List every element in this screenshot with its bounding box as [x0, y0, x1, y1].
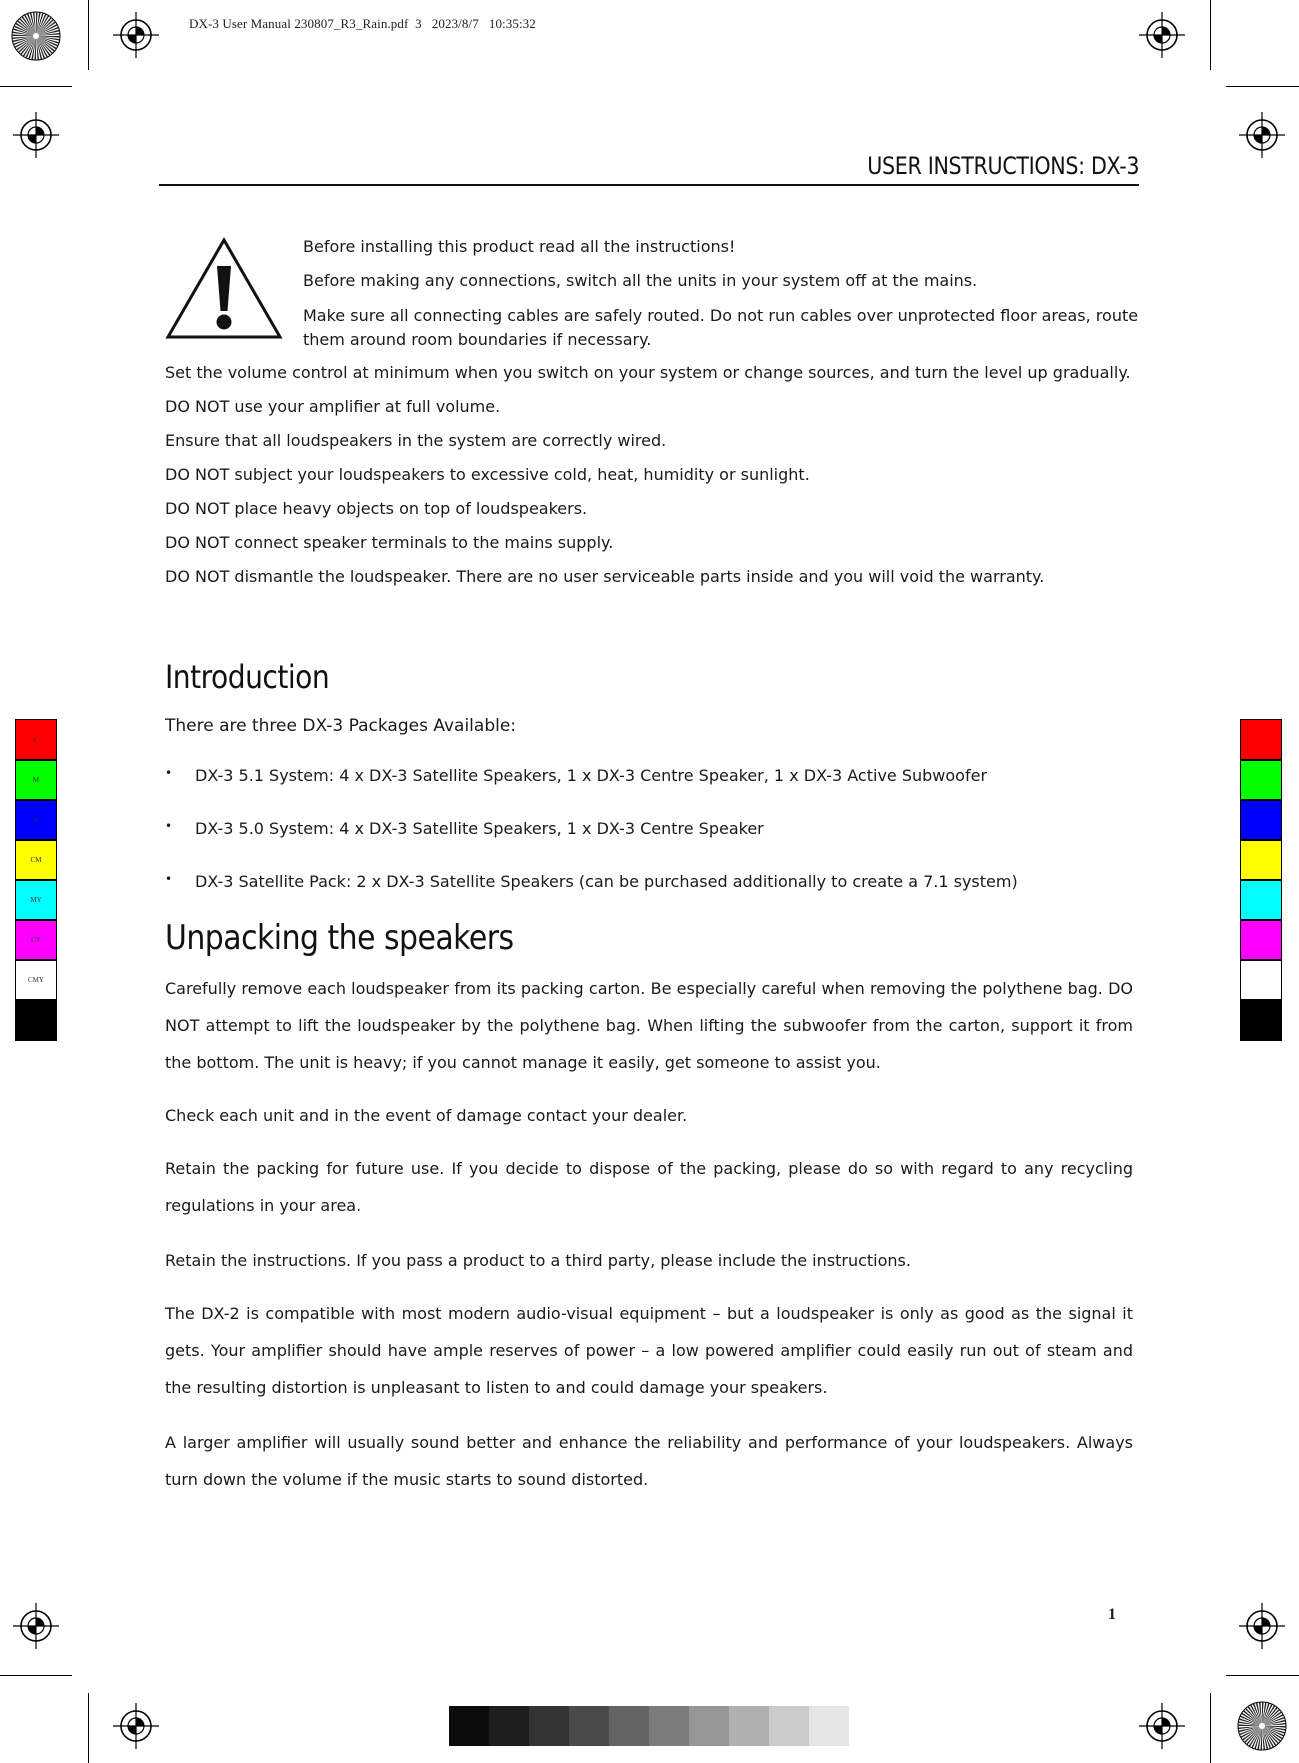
- registration-mark-icon: [11, 1601, 61, 1651]
- bullet-glyph: •: [165, 766, 173, 780]
- safety-line: Ensure that all loudspeakers in the system are correctly wired.: [165, 431, 667, 450]
- safety-line: DO NOT use your amplifier at full volume.: [165, 397, 501, 416]
- grey-patch: [729, 1706, 769, 1746]
- paragraph: A larger amplifier will usually sound better and enhance the reliability and performance of your loudspeakers. Always turn down the volume if the music starts to sound distorted.: [165, 1433, 1133, 1489]
- registration-mark-icon: [1237, 1601, 1287, 1651]
- document-header-title: USER INSTRUCTIONS: DX-3: [867, 152, 1139, 180]
- color-patch: CM: [16, 840, 56, 880]
- starburst-target-icon: [11, 11, 61, 61]
- paragraph: The DX-2 is compatible with most modern audio-visual equipment – but a loudspeaker is only as good as the signal it gets. Your amplifier should have ample reserves of power – a low powered amplifier could easily run out of steam and the resulting distortion is unpleasant to listen to and could damage your speakers.: [165, 1304, 1133, 1397]
- grey-patch: [489, 1706, 529, 1746]
- grey-patch: [569, 1706, 609, 1746]
- trim-mark: [0, 1675, 72, 1676]
- grey-patch: [609, 1706, 649, 1746]
- bullet-glyph: •: [165, 872, 173, 886]
- color-patch: [1241, 880, 1281, 920]
- grey-patch: [529, 1706, 569, 1746]
- registration-mark-icon: [111, 10, 161, 60]
- color-patch: [1241, 960, 1281, 1000]
- safety-line: Before making any connections, switch all the units in your system off at the mains.: [303, 271, 978, 290]
- color-patch: [1241, 840, 1281, 880]
- greyscale-strip: [449, 1706, 849, 1746]
- starburst-target-icon: [1237, 1701, 1287, 1751]
- registration-mark-icon: [1237, 110, 1287, 160]
- registration-mark-icon: [1137, 1701, 1187, 1751]
- print-slug-line: DX-3 User Manual 230807_R3_Rain.pdf 3 2023/8/7 10:35:32: [189, 16, 536, 31]
- color-patch: [1241, 800, 1281, 840]
- grey-patch: [809, 1706, 849, 1746]
- color-patch: M: [16, 760, 56, 800]
- registration-mark-icon: [1137, 10, 1187, 60]
- registration-mark-icon: [11, 110, 61, 160]
- color-patch: [1241, 760, 1281, 800]
- header-rule: [159, 184, 1139, 186]
- page-number: 1: [1108, 1606, 1116, 1623]
- introduction-lead: There are three DX-3 Packages Available:: [165, 716, 517, 736]
- package-item-text: DX-3 Satellite Pack: 2 x DX-3 Satellite Speakers (can be purchased additionally to create a 7.1 system): [195, 872, 1018, 891]
- safety-line: Make sure all connecting cables are safely routed. Do not run cables over unprotected floor areas, route them around room boundaries if necessary.: [303, 306, 1139, 349]
- color-patch: [1241, 1000, 1281, 1040]
- color-bar-left: [16, 720, 56, 1040]
- paragraph: Retain the instructions. If you pass a product to a third party, please include the instructions.: [165, 1251, 911, 1270]
- trim-mark: [0, 86, 72, 87]
- color-patch: CMY: [16, 960, 56, 1000]
- safety-line: DO NOT dismantle the loudspeaker. There are no user serviceable parts inside and you will void the warranty.: [165, 567, 1045, 586]
- trim-mark: [88, 0, 89, 70]
- grey-patch: [449, 1706, 489, 1746]
- grey-patch: [769, 1706, 809, 1746]
- safety-line: Before installing this product read all the instructions!: [303, 237, 736, 256]
- safety-line: Set the volume control at minimum when you switch on your system or change sources, and turn the level up gradually.: [165, 363, 1131, 382]
- color-patch: [16, 1000, 56, 1040]
- color-patch: C: [16, 720, 56, 760]
- safety-line: DO NOT subject your loudspeakers to excessive cold, heat, humidity or sunlight.: [165, 465, 810, 484]
- color-patch: [1241, 720, 1281, 760]
- trim-mark: [1210, 1693, 1211, 1763]
- trim-mark: [1226, 1675, 1299, 1676]
- color-patch: [1241, 920, 1281, 960]
- unpacking-heading: Unpacking the speakers: [165, 918, 514, 958]
- safety-line: DO NOT place heavy objects on top of loudspeakers.: [165, 499, 588, 518]
- registration-mark-icon: [111, 1701, 161, 1751]
- warning-triangle-icon: [164, 236, 284, 342]
- trim-mark: [1226, 86, 1299, 87]
- introduction-heading: Introduction: [165, 658, 330, 696]
- paragraph: Check each unit and in the event of damage contact your dealer.: [165, 1106, 688, 1125]
- trim-mark: [1210, 0, 1211, 70]
- color-bar-right: [1241, 720, 1281, 1040]
- color-patch: MY: [16, 880, 56, 920]
- grey-patch: [649, 1706, 689, 1746]
- paragraph: Carefully remove each loudspeaker from its packing carton. Be especially careful when removing the polythene bag. DO NOT attempt to lift the loudspeaker by the polythene bag. When lifting the subwoofer from the carton, support it from the bottom. The unit is heavy; if you cannot manage it easily, get someone to assist you.: [165, 979, 1133, 1072]
- color-patch: CY: [16, 920, 56, 960]
- bullet-glyph: •: [165, 819, 173, 833]
- safety-line: DO NOT connect speaker terminals to the mains supply.: [165, 533, 614, 552]
- package-item-text: DX-3 5.1 System: 4 x DX-3 Satellite Speakers, 1 x DX-3 Centre Speaker, 1 x DX-3 Active Subwoofer: [195, 766, 988, 785]
- trim-mark: [88, 1693, 89, 1763]
- color-patch: Y: [16, 800, 56, 840]
- grey-patch: [689, 1706, 729, 1746]
- paragraph: Retain the packing for future use. If you decide to dispose of the packing, please do so with regard to any recycling regulations in your area.: [165, 1159, 1133, 1215]
- package-item-text: DX-3 5.0 System: 4 x DX-3 Satellite Speakers, 1 x DX-3 Centre Speaker: [195, 819, 764, 838]
